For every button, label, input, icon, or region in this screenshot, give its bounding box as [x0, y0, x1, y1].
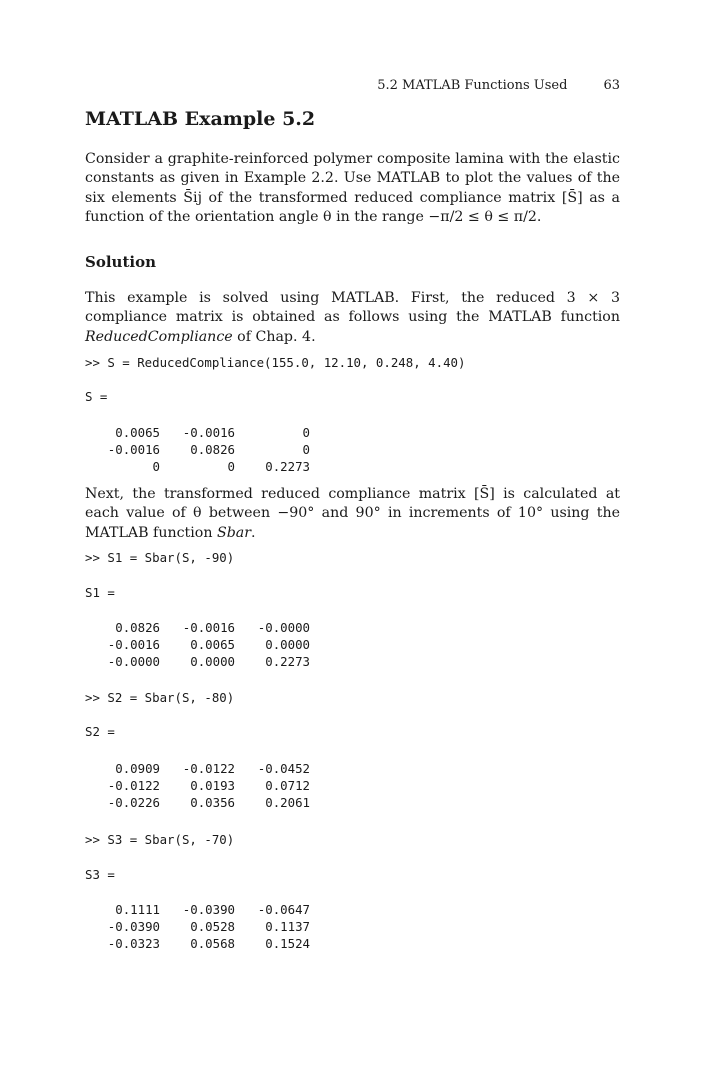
- matrix-cell: 0.0826: [190, 442, 235, 457]
- command-s3: >> S3 = Sbar(S, -70): [85, 832, 235, 847]
- matrix-row: [85, 918, 310, 935]
- matrix-cell: 0.0909: [115, 761, 160, 776]
- matrix-cell: 0.0826: [115, 620, 160, 635]
- matrix-cell: 0.0712: [265, 778, 310, 793]
- running-head: [377, 78, 620, 93]
- matrix-cell: 0.1524: [265, 936, 310, 951]
- matrix-row: [85, 424, 310, 441]
- matrix-cell: 0.0193: [190, 778, 235, 793]
- matrix-cell: -0.0122: [107, 778, 160, 793]
- command-s2: >> S2 = Sbar(S, -80): [85, 690, 235, 705]
- matrix-cell: 0.0000: [265, 637, 310, 652]
- matrix-cell: -0.0000: [257, 620, 310, 635]
- matrix-cell: 0.2273: [265, 654, 310, 669]
- matrix-cell: -0.0016: [182, 425, 235, 440]
- intro-text: This example is solved using MATLAB. First, the reduced 3 × 3 compliance matrix is obtained as follows using the MATLAB function: [85, 290, 620, 326]
- matrix-cell: -0.0390: [182, 902, 235, 917]
- matrix-cell: 0.0356: [190, 795, 235, 810]
- next-paragraph: [85, 485, 620, 543]
- solution-intro: [85, 289, 620, 347]
- label-s2: S2 =: [85, 724, 115, 739]
- matrix-cell: 0: [227, 459, 235, 474]
- matrix-cell: -0.0390: [107, 919, 160, 934]
- matrix-cell: 0.0000: [190, 654, 235, 669]
- label-s1: S1 =: [85, 585, 115, 600]
- section-title: 5.2 MATLAB Functions Used: [377, 78, 568, 93]
- matrix-cell: -0.0452: [257, 761, 310, 776]
- label-s: S =: [85, 389, 108, 404]
- intro-tail: of Chap. 4.: [232, 328, 316, 345]
- matrix-row: [85, 619, 310, 636]
- matrix-cell: -0.0647: [257, 902, 310, 917]
- solution-heading: Solution: [85, 253, 156, 271]
- matrix-cell: -0.0016: [182, 620, 235, 635]
- matrix-row: [85, 441, 310, 458]
- matrix-cell: 0: [302, 425, 310, 440]
- matrix-cell: 0.2061: [265, 795, 310, 810]
- matrix-s2: [85, 760, 310, 811]
- matrix-row: [85, 794, 310, 811]
- matrix-cell: 0.0568: [190, 936, 235, 951]
- example-title: MATLAB Example 5.2: [85, 108, 316, 130]
- function-name: ReducedCompliance: [85, 328, 233, 345]
- function-name-sbar: Sbar: [216, 524, 252, 541]
- matrix-s3: [85, 901, 310, 952]
- matrix-row: [85, 653, 310, 670]
- matrix-cell: 0: [302, 442, 310, 457]
- matrix-s1: [85, 619, 310, 670]
- matrix-row: [85, 458, 310, 475]
- next-text: Next, the transformed reduced compliance matrix [S̄] is calculated at each value of θ between −90° and 90° in increments of 10° using the MATLAB function: [85, 486, 620, 541]
- next-tail: .: [251, 524, 256, 541]
- matrix-row: [85, 760, 310, 777]
- command-s1: >> S1 = Sbar(S, -90): [85, 550, 235, 565]
- page-number: 63: [603, 78, 620, 93]
- matrix-cell: 0.0065: [115, 425, 160, 440]
- matrix-cell: 0.0065: [190, 637, 235, 652]
- matrix-cell: -0.0122: [182, 761, 235, 776]
- matrix-cell: -0.0226: [107, 795, 160, 810]
- matrix-cell: 0.2273: [265, 459, 310, 474]
- matrix-row: [85, 777, 310, 794]
- matrix-row: [85, 935, 310, 952]
- matrix-cell: -0.0016: [107, 442, 160, 457]
- label-s3: S3 =: [85, 867, 115, 882]
- matrix-cell: 0.1137: [265, 919, 310, 934]
- matrix-cell: 0.0528: [190, 919, 235, 934]
- matrix-cell: -0.0016: [107, 637, 160, 652]
- matrix-s: [85, 424, 310, 475]
- matrix-row: [85, 636, 310, 653]
- matrix-cell: 0.1111: [115, 902, 160, 917]
- matrix-row: [85, 901, 310, 918]
- problem-statement: Consider a graphite-reinforced polymer composite lamina with the elastic constants as given in Example 2.2. Use MATLAB to plot the values of the six elements S̄ij of the transformed reduced compliance matrix [S̄] as a function of the orientation angle θ in the range −π/2 ≤ θ ≤ π/2.: [85, 151, 620, 225]
- command-s: >> S = ReducedCompliance(155.0, 12.10, 0.248, 4.40): [85, 355, 466, 370]
- matrix-cell: -0.0000: [107, 654, 160, 669]
- matrix-cell: -0.0323: [107, 936, 160, 951]
- matrix-cell: 0: [152, 459, 160, 474]
